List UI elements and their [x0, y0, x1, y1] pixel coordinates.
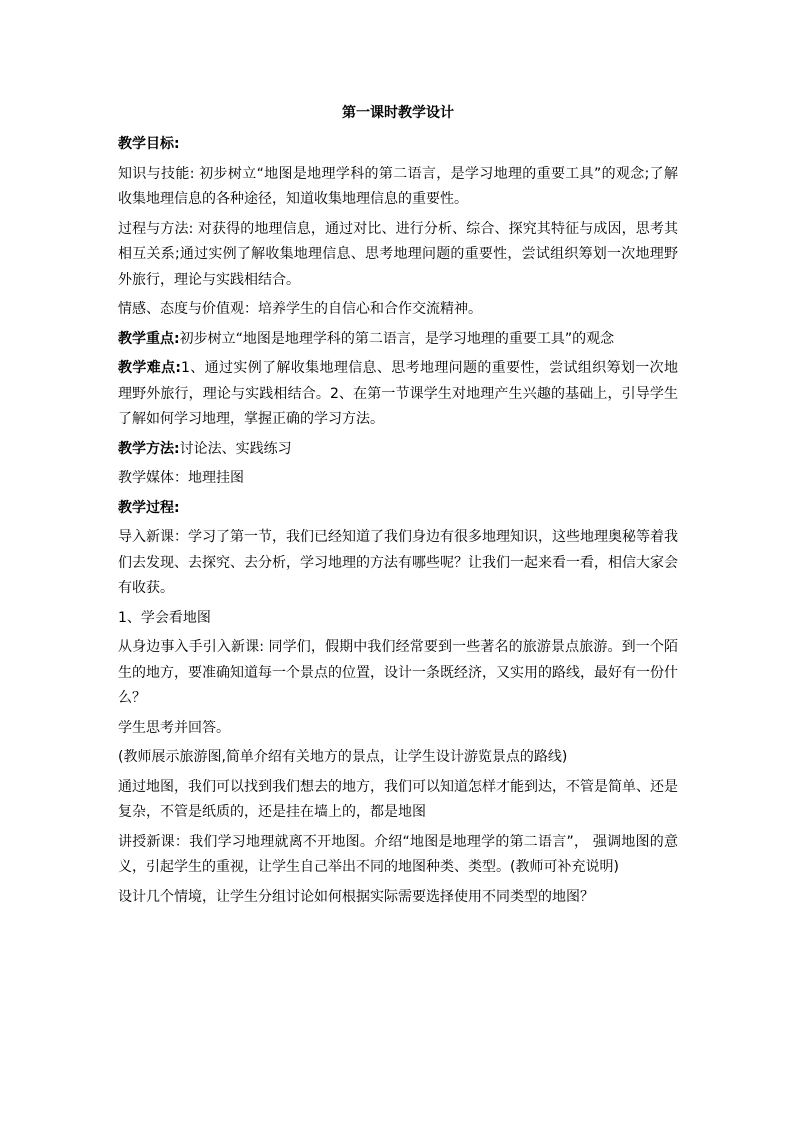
objectives-heading: 教学目标: [118, 136, 180, 152]
lead-in-paragraph: 从身边事入手引入新课: 同学们，假期中我们经常要到一些著名的旅游景点旅游。到一个陌生的地方，要准确知道每一个景点的位置，设计一条既经济，又实用的路线，最好有一份什么？ [118, 639, 678, 706]
focus-text: 初步树立“地图是地理学科的第二语言，是学习地理的重要工具”的观念 [179, 330, 615, 347]
method-text: 讨论法、实践练习 [179, 440, 292, 457]
scenario-paragraph: 设计几个情境，让学生分组讨论如何根据实际需要选择使用不同类型的地图？ [118, 888, 594, 905]
new-lesson-paragraph: 讲授新课：我们学习地理就离不开地图。介绍“地图是地理学的第二语言”， 强调地图的意义，引起学生的重视，让学生自己举出不同的地图种类、类型。(教师可补充说明) [118, 833, 678, 875]
objective-knowledge: 知识与技能: 初步树立“地图是地理学科的第二语言，是学习地理的重要工具”的观念;了解收集地理信息的各种途径，知道收集地理信息的重要性。 [118, 165, 678, 207]
page-title: 第一课时教学设计 [342, 105, 454, 121]
through-map-paragraph: 通过地图，我们可以找到我们想去的地方，我们可以知道怎样才能到达，不管是简单、还是复杂，不管是纸质的，还是挂在墙上的，都是地图 [118, 778, 678, 820]
difficulty-label: 教学难点: [118, 360, 182, 376]
difficulty-text: 1、通过实例了解收集地理信息、思考地理问题的重要性，尝试组织筹划一次地理野外旅行，理论与实践相结合。2、在第一节课学生对地理产生兴趣的基础上，引导学生了解如何学习地理，掌握正确的学习方法。 [118, 360, 679, 427]
teaching-focus [118, 327, 678, 353]
method-label: 教学方法: [118, 440, 180, 457]
document-page [118, 100, 678, 914]
process-heading: 教学过程: [118, 499, 180, 516]
teaching-method [118, 437, 678, 463]
objective-emotion: 情感、态度与价值观：培养学生的自信心和合作交流精神。 [118, 301, 482, 317]
teacher-show: (教师展示旅游图,简单介绍有关地方的景点，让学生设计游览景点的路线) [118, 749, 568, 765]
focus-label: 教学重点: [118, 330, 180, 347]
student-answer: 学生思考并回答。 [118, 719, 230, 736]
intro-paragraph: 导入新课：学习了第一节，我们已经知道了我们身边有很多地理知识，这些地理奥秘等着我们去发现、去探究、去分析，学习地理的方法有哪些呢？让我们一起来看一看，相信大家会有收获。 [118, 529, 678, 596]
teaching-difficulty [118, 356, 678, 433]
teaching-media: 教学媒体：地理挂图 [118, 470, 244, 486]
objective-process: 过程与方法: 对获得的地理信息，通过对比、进行分析、综合、探究其特征与成因，思考其相互关系;通过实例了解收集地理信息、思考地理问题的重要性，尝试组织筹划一次地理野外旅行，理论与实践相结合。 [118, 220, 678, 288]
section-heading-maps: 1、学会看地图 [118, 609, 211, 626]
